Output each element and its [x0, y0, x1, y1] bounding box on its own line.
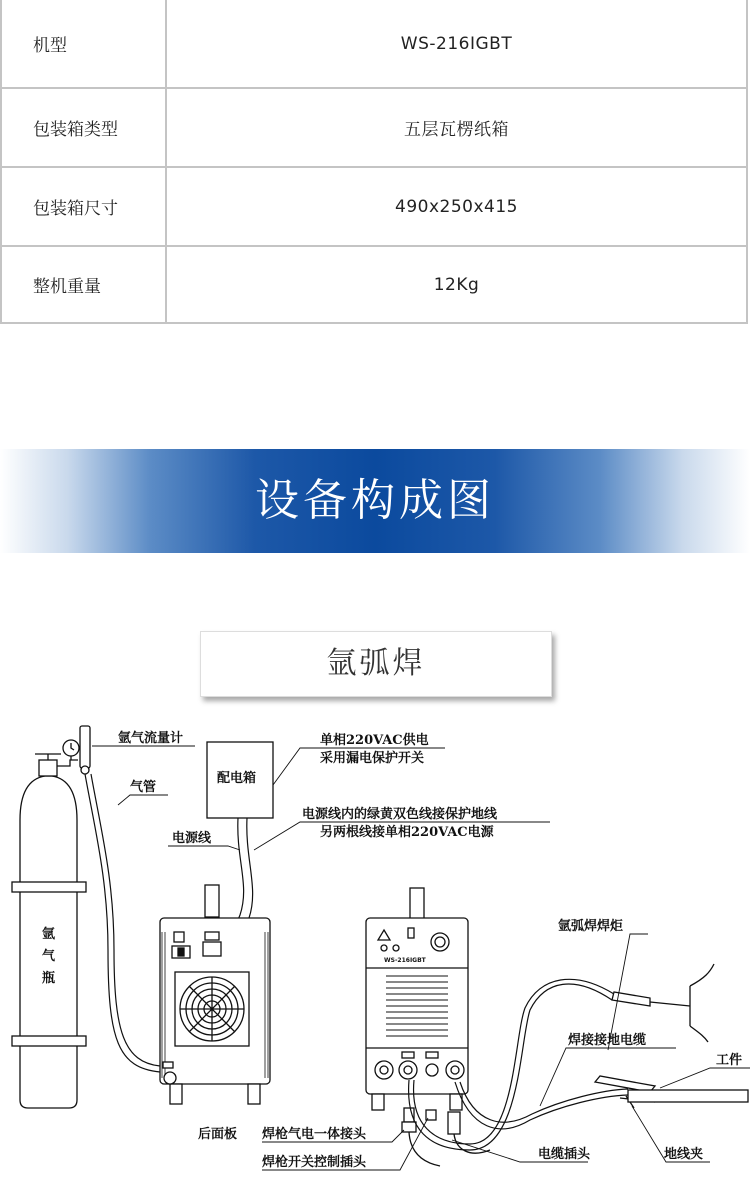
label-tig-torch: 氩弧焊焊炬	[558, 919, 624, 934]
equipment-diagram	[0, 710, 750, 1180]
spec-value: WS-216IGBT	[166, 0, 747, 88]
label-gas-pipe: 气管	[130, 780, 157, 795]
label-wire-note-2: 另两根线接单相220VAC电源	[320, 825, 494, 840]
workpiece-icon	[628, 1090, 748, 1102]
spec-key: 机型	[1, 0, 166, 88]
machine-front-panel	[366, 888, 468, 1110]
section-banner	[0, 449, 750, 553]
tig-torch-icon	[612, 964, 714, 1042]
diagram-subtitle: 氩弧焊	[200, 631, 552, 697]
spec-value: 12Kg	[166, 246, 747, 323]
label-torch-gas-connector: 焊枪气电一体接头	[262, 1127, 367, 1142]
label-ground-clamp: 地线夹	[664, 1147, 704, 1162]
machine-rear-panel	[160, 885, 270, 1104]
spec-table	[0, 0, 748, 324]
label-argon-bottle-2: 气	[42, 949, 56, 964]
label-cable-plug: 电缆插头	[538, 1147, 591, 1162]
label-wire-note-1: 电源线内的绿黄双色线接保护地线	[302, 807, 498, 822]
spec-row-package-type	[1, 88, 747, 167]
label-power-note-1: 单相220VAC供电	[320, 733, 429, 748]
label-rear-panel: 后面板	[198, 1127, 238, 1142]
label-argon-bottle-1: 氩	[42, 927, 56, 942]
label-argon-bottle-3: 瓶	[42, 971, 56, 986]
flowmeter-icon	[80, 726, 90, 768]
argon-regulator	[57, 726, 90, 774]
spec-key: 包装箱尺寸	[1, 167, 166, 246]
spec-row-model	[1, 0, 747, 88]
torch-connectors	[402, 1108, 490, 1166]
label-machine-model: WS-216IGBT	[384, 957, 426, 964]
label-distribution-box: 配电箱	[217, 771, 257, 786]
label-argon-flowmeter: 氩气流量计	[118, 731, 184, 746]
label-workpiece: 工件	[716, 1053, 743, 1068]
spec-row-package-size	[1, 167, 747, 246]
label-power-note-2: 采用漏电保护开关	[320, 751, 425, 766]
spec-row-weight	[1, 246, 747, 323]
gas-pipe	[85, 774, 160, 1072]
spec-value: 五层瓦楞纸箱	[166, 88, 747, 167]
label-ground-cable: 焊接接地电缆	[568, 1033, 647, 1048]
section-title: 设备构成图	[255, 475, 495, 526]
label-power-cord: 电源线	[172, 831, 212, 846]
spec-key: 整机重量	[1, 246, 166, 323]
spec-key: 包装箱类型	[1, 88, 166, 167]
spec-value: 490x250x415	[166, 167, 747, 246]
label-torch-switch-plug: 焊枪开关控制插头	[262, 1155, 367, 1170]
